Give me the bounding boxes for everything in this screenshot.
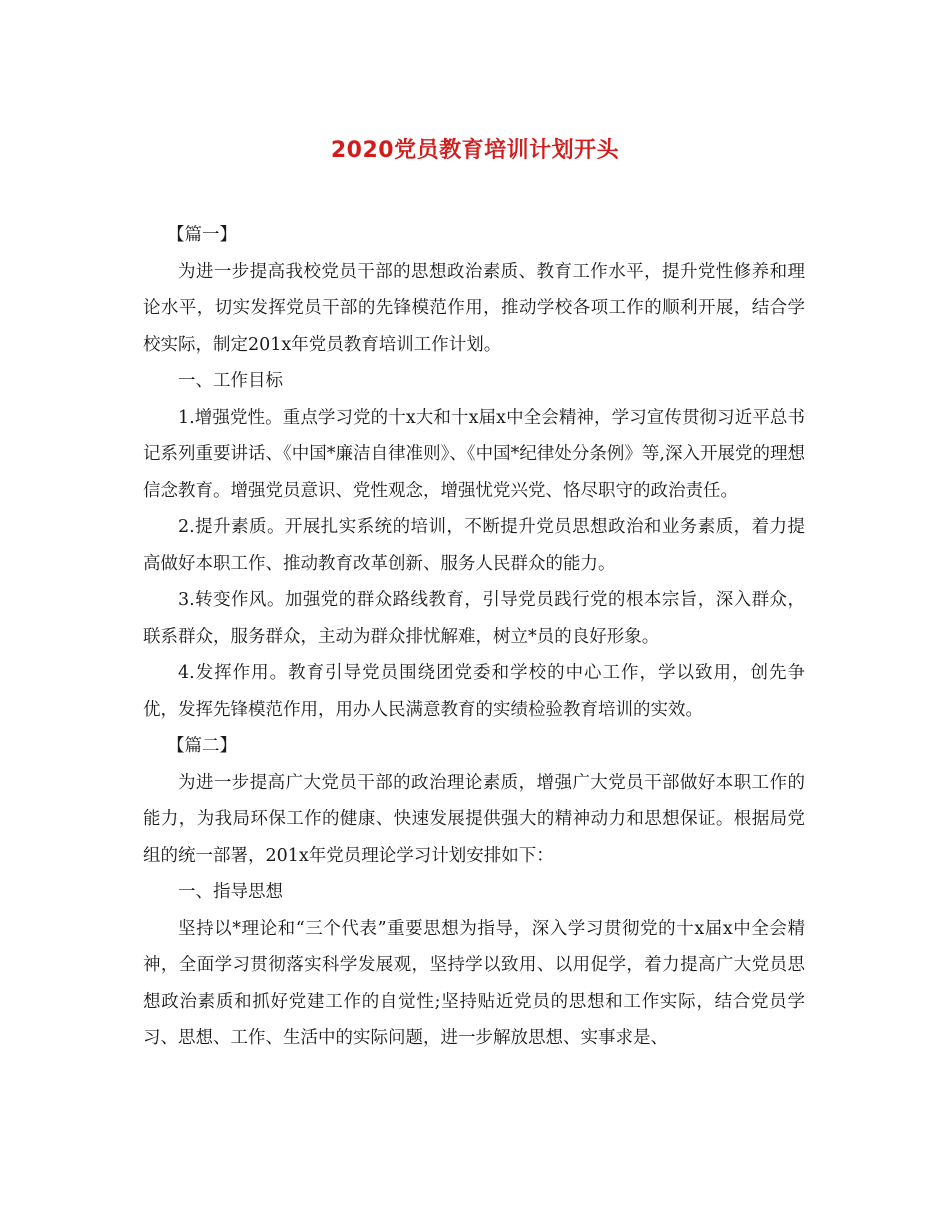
section-heading-1: 【篇一】 xyxy=(167,225,237,245)
paragraph: 4.发挥作用。教育引导党员围绕团党委和学校的中心工作，学以致用，创先争优，发挥先锋模范作用，用办人民满意教育的实绩检验教育培训的实效。 xyxy=(143,663,805,720)
paragraph: 2.提升素质。开展扎实系统的培训，不断提升党员思想政治和业务素质，着力提高做好本职工作、推动教育改革创新、服务人民群众的能力。 xyxy=(143,517,805,574)
paragraph-heading: 一、工作目标 xyxy=(178,371,283,391)
document-title: 2020党员教育培训计划开头 xyxy=(330,138,620,163)
paragraph: 3.转变作风。加强党的群众路线教育，引导党员践行党的根本宗旨，深入群众，联系群众，服务群众，主动为群众排忧解难，树立*员的良好形象。 xyxy=(143,590,805,647)
section-heading-2: 【篇二】 xyxy=(167,736,237,756)
paragraph-heading: 一、指导思想 xyxy=(178,882,283,902)
paragraph: 1.增强党性。重点学习党的十x大和十x届x中全会精神，学习宣传贯彻习近平总书记系列重要讲话、《中国*廉洁自律准则》、《中国*纪律处分条例》等,深入开展党的理想信念教育。增强党员意识、党性观念，增强忧党兴党、恪尽职守的政治责任。 xyxy=(143,407,805,501)
paragraph: 为进一步提高我校党员干部的思想政治素质、教育工作水平，提升党性修养和理论水平，切实发挥党员干部的先锋模范作用，推动学校各项工作的顺利开展，结合学校实际，制定201x年党员教育培训工作计划。 xyxy=(143,261,805,355)
document-body xyxy=(143,217,805,1057)
paragraph: 为进一步提高广大党员干部的政治理论素质，增强广大党员干部做好本职工作的能力，为我局环保工作的健康、快速发展提供强大的精神动力和思想保证。根据局党组的统一部署，201x年党员理论学习计划安排如下： xyxy=(143,772,805,866)
paragraph: 坚持以*理论和“三个代表”重要思想为指导，深入学习贯彻党的十x届x中全会精神，全面学习贯彻落实科学发展观，坚持学以致用、以用促学，着力提高广大党员思想政治素质和抓好党建工作的自觉性;坚持贴近党员的思想和工作实际，结合党员学习、思想、工作、生活中的实际问题，进一步解放思想、实事求是、 xyxy=(143,918,805,1048)
